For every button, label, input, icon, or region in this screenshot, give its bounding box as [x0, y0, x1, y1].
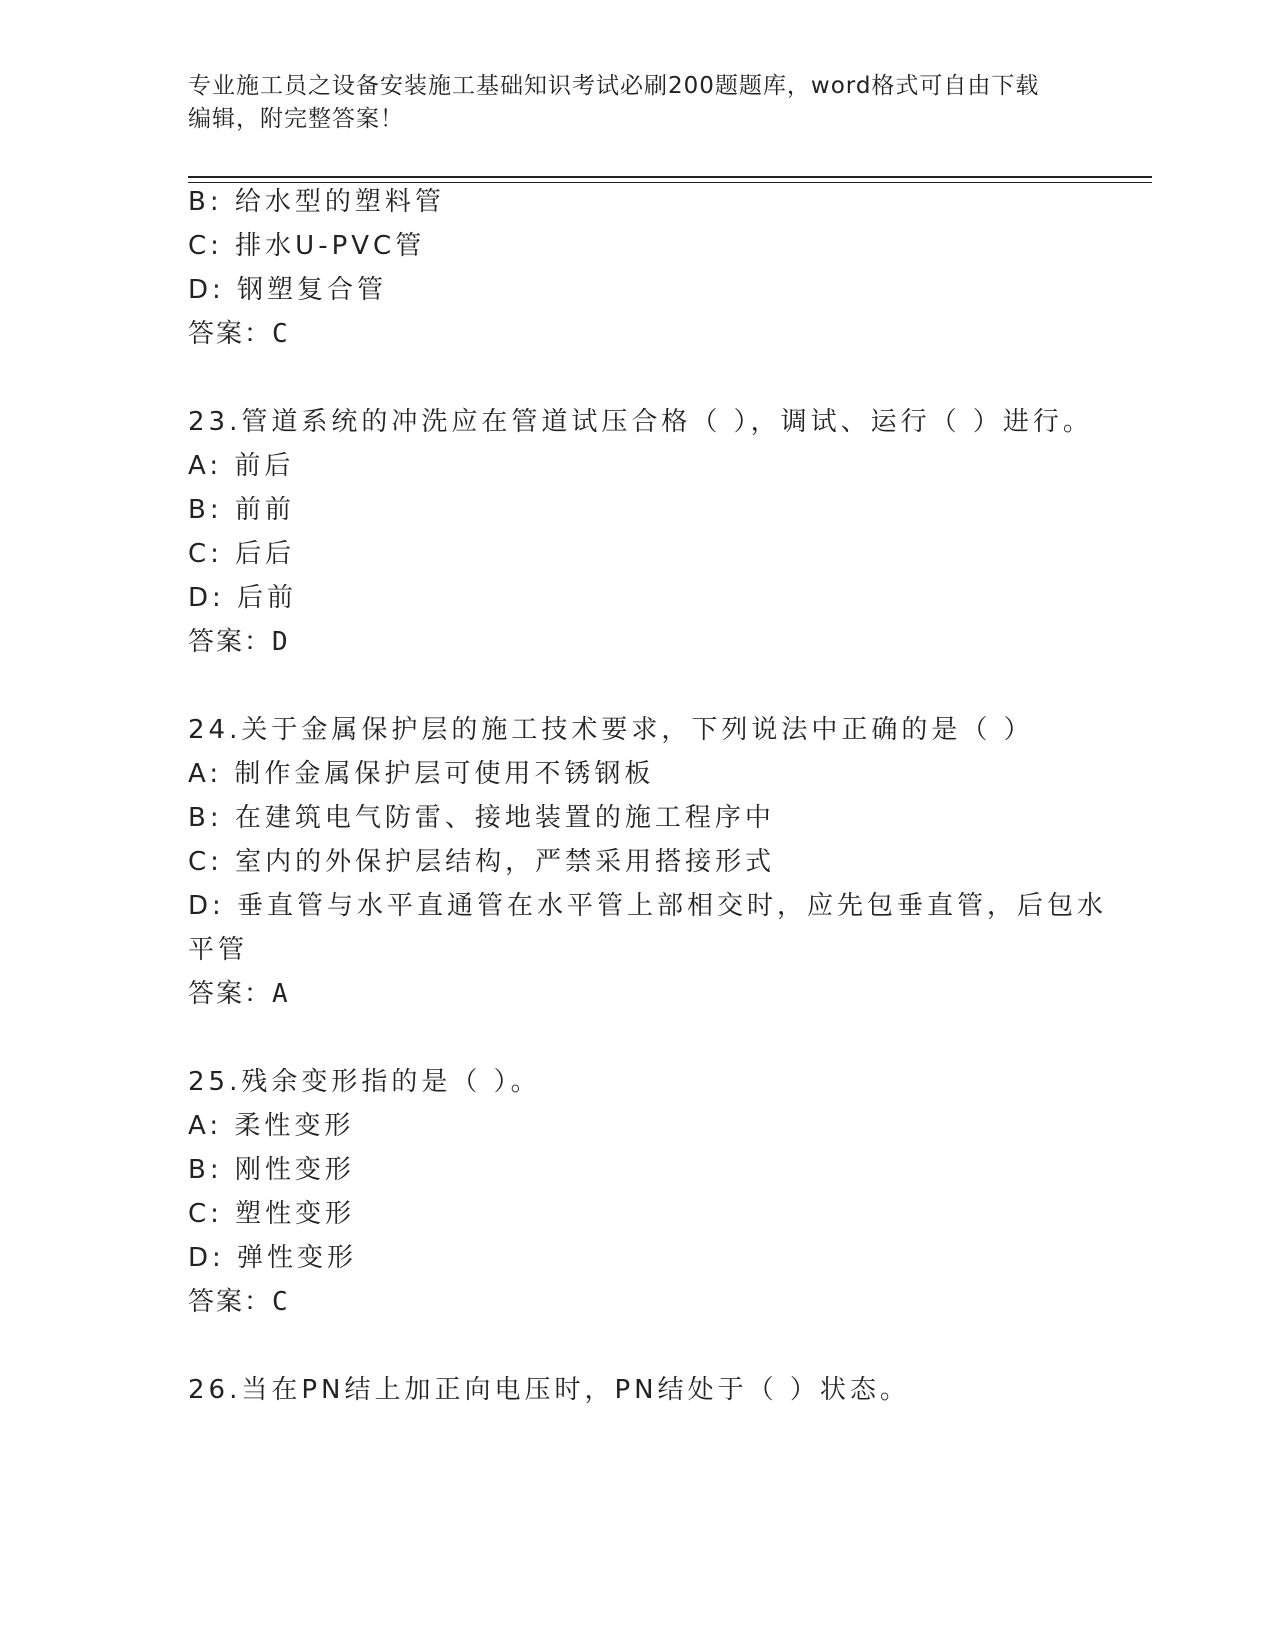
- q25-option-a: A: 柔性变形: [188, 1111, 355, 1141]
- q24-question: 24.关于金属保护层的施工技术要求，下列说法中正确的是（ ）: [188, 715, 1034, 745]
- q25-option-d: D: 弹性变形: [188, 1243, 358, 1273]
- q25-option-b: B: 刚性变形: [188, 1155, 355, 1185]
- q25-answer: [188, 1284, 1088, 1320]
- answer-value: D: [272, 627, 290, 657]
- q22-option-c: C: 排水U-PVC管: [188, 231, 426, 261]
- q24-option-d-line-2: 平管: [188, 935, 249, 965]
- q23-option-a: A: 前后: [188, 451, 295, 481]
- q23-option-b: B: 前前: [188, 495, 295, 525]
- q25-option-c: C: 塑性变形: [188, 1199, 356, 1229]
- answer-label: 答案：: [188, 1287, 273, 1317]
- answer-label: 答案：: [188, 627, 273, 657]
- header-rule-thin: [188, 182, 1152, 183]
- q23-option-d: D: 后前: [188, 583, 298, 613]
- title-line-2: 编辑，附完整答案！: [188, 106, 404, 132]
- q22-answer: [188, 316, 1088, 352]
- q24-option-d-line-1: D: 垂直管与水平直通管在水平管上部相交时，应先包垂直管，后包水: [188, 891, 1108, 921]
- answer-label: 答案：: [188, 319, 273, 349]
- q24-option-c: C: 室内的外保护层结构，严禁采用搭接形式: [188, 847, 776, 877]
- answer-value: C: [272, 319, 290, 349]
- q24-answer: [188, 976, 1088, 1012]
- q23-answer: [188, 624, 1088, 660]
- q23-question: 23.管道系统的冲洗应在管道试压合格（ ），调试、运行（ ）进行。: [188, 407, 1093, 437]
- q22-option-d: D: 钢塑复合管: [188, 275, 388, 305]
- q26-question: 26.当在PN结上加正向电压时，PN结处于（ ）状态。: [188, 1375, 910, 1405]
- title-line-1: 专业施工员之设备安装施工基础知识考试必刷200题题库，word格式可自由下载: [188, 73, 1040, 99]
- q24-option-b: B: 在建筑电气防雷、接地装置的施工程序中: [188, 803, 775, 833]
- answer-label: 答案：: [188, 979, 273, 1009]
- q24-option-a: A: 制作金属保护层可使用不锈钢板: [188, 759, 655, 789]
- answer-value: C: [272, 1287, 290, 1317]
- q23-option-c: C: 后后: [188, 539, 296, 569]
- answer-value: A: [272, 979, 290, 1009]
- q25-question: 25.残余变形指的是（ ）。: [188, 1067, 541, 1097]
- document-title: [188, 70, 1068, 136]
- header-rule-thick: [188, 176, 1152, 178]
- q22-option-b: B: 给水型的塑料管: [188, 187, 445, 217]
